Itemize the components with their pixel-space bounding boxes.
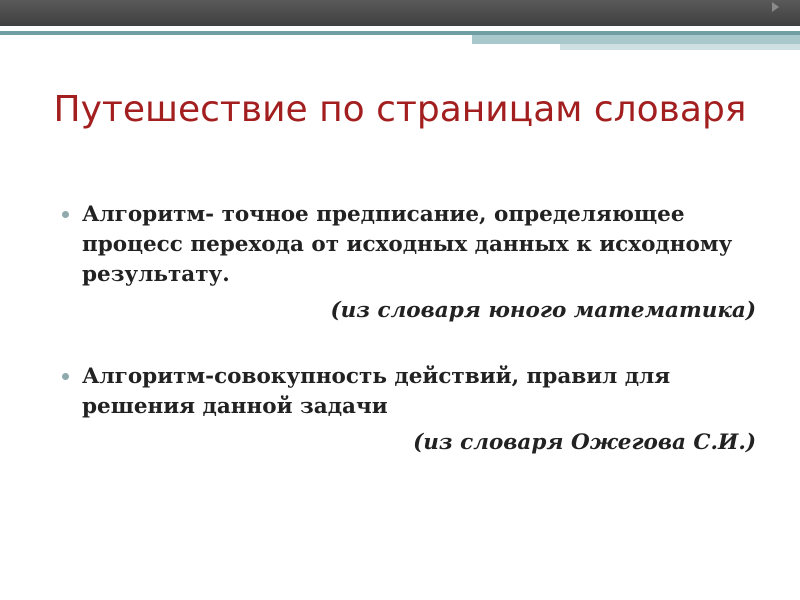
- definition-item: [60, 200, 770, 326]
- triangle-right-icon: [772, 2, 779, 12]
- definition-item: [60, 362, 770, 458]
- definition-source: (из словаря Ожегова С.И.): [413, 430, 756, 455]
- definition-text: Алгоритм- точное предписание, определяющее процесс перехода от исходных данных к исходному результату.: [82, 202, 733, 287]
- bullet-dot-icon: [62, 211, 69, 218]
- bullet-dot-icon: [62, 373, 69, 380]
- header-band: [0, 0, 800, 26]
- definition-text: Алгоритм-совокупность действий, правил для решения данной задачи: [82, 364, 671, 419]
- slide-title: Путешествие по страницам словаря: [53, 89, 747, 130]
- accent-bar: [472, 35, 800, 44]
- accent-bar-light: [560, 44, 800, 50]
- definition-source: (из словаря юного математика): [330, 298, 756, 323]
- spacer: [60, 326, 770, 362]
- definition-list: [60, 200, 770, 458]
